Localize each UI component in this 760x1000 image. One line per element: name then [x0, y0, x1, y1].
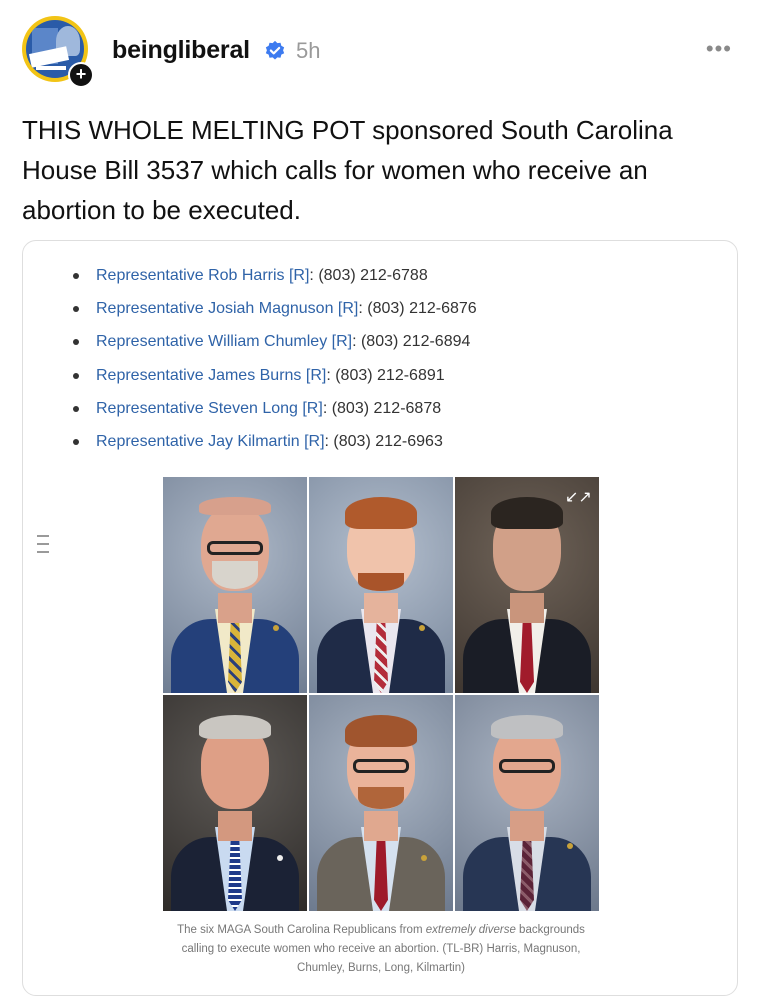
phone-number: : (803) 212-6878	[322, 399, 442, 417]
bullet-icon	[73, 306, 79, 312]
list-item	[73, 359, 477, 392]
caption-text-end: backgrounds calling to execute women who receive an abortion. (TL-BR) Harris, Magnuson, Chumley, Burns, Long, Kilmartin)	[181, 924, 585, 974]
post-text: THIS WHOLE MELTING POT sponsored South Carolina House Bill 3537 which calls for women who receive an abortion to be executed.	[22, 115, 673, 225]
bullet-icon	[73, 406, 79, 412]
list-item	[73, 259, 477, 292]
phone-number: : (803) 212-6788	[309, 266, 428, 284]
expand-icon[interactable]: ↙↗	[565, 489, 592, 506]
attached-image-card[interactable]	[22, 240, 738, 996]
representative-link[interactable]: Representative Rob Harris [R]	[96, 266, 310, 284]
list-item	[73, 425, 477, 458]
portrait-photo	[163, 477, 307, 693]
representative-list	[73, 259, 477, 459]
portrait-photo	[309, 695, 453, 911]
representative-link[interactable]: Representative James Burns [R]	[96, 366, 327, 384]
list-item	[73, 292, 477, 325]
post-timestamp: 5h	[296, 38, 321, 63]
list-item	[73, 326, 477, 359]
representative-link[interactable]: Representative Jay Kilmartin [R]	[96, 433, 325, 451]
representative-link[interactable]: Representative Josiah Magnuson [R]	[96, 299, 359, 317]
bullet-icon	[73, 339, 79, 345]
portrait-photo	[455, 477, 599, 693]
portrait-photo	[309, 477, 453, 693]
bullet-icon	[73, 373, 79, 379]
verified-badge-icon	[264, 40, 286, 62]
phone-number: : (803) 212-6876	[358, 299, 477, 317]
drag-handle-icon[interactable]	[37, 535, 49, 559]
phone-number: : (803) 212-6891	[326, 366, 445, 384]
portrait-grid	[163, 477, 599, 913]
bullet-icon	[73, 273, 79, 279]
username[interactable]: beingliberal	[112, 36, 250, 64]
caption-emphasis: extremely diverse	[425, 924, 516, 936]
avatar[interactable]	[22, 16, 92, 86]
caption-text: The six MAGA South Carolina Republicans from	[177, 924, 426, 936]
image-caption	[163, 921, 599, 978]
more-options-button[interactable]: •••	[705, 36, 732, 61]
portrait-photo	[163, 695, 307, 911]
representative-link[interactable]: Representative William Chumley [R]	[96, 333, 353, 351]
follow-plus-icon[interactable]: +	[68, 62, 94, 88]
representative-link[interactable]: Representative Steven Long [R]	[96, 399, 323, 417]
phone-number: : (803) 212-6963	[324, 433, 443, 451]
list-item	[73, 392, 477, 425]
post-header	[22, 14, 738, 94]
phone-number: : (803) 212-6894	[352, 333, 471, 351]
portrait-photo	[455, 695, 599, 911]
bullet-icon	[73, 439, 79, 445]
